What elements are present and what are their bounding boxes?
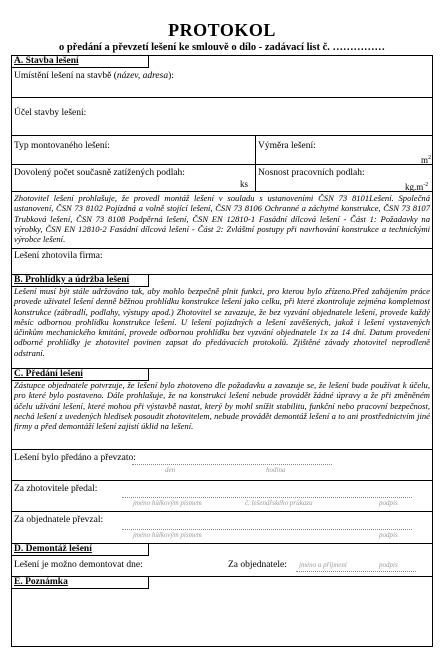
document-subtitle: o předání a převzetí lešení ke smlouvě o dílo - zadávací list č. …………… bbox=[58, 42, 386, 53]
handover-text: Zástupce objednatele potvrzuje, že lešení bylo zhotoveno dle požadavku a zavazuje se, že lešení bude používat k účelu, pro které bylo postaveno. Dále prohlašuje, že na konstrukci lešení nebude provádět žádné úpravy a že při změněném účelu užívání lešení, které mohou při výstavbě nastat, který by mohl snížit stabilitu, funkční nebo pracovní bezpečnost, nechá lešení z uvedených hledisek posoudit zhotovitelem, nebude provádět demontáž lešení a to ani prostřednictvím jiné firmy a před demontáží lešení zajistí úklid na lešení. bbox=[14, 380, 430, 432]
hint-contractor-name: jméno hůlkovým písmem bbox=[133, 499, 202, 507]
form-frame bbox=[11, 55, 433, 647]
location-field-label: Umístění lešení na stavbě (název, adresa): bbox=[14, 71, 174, 81]
hint-licence-number: č. lešenářského průkazu bbox=[245, 499, 313, 507]
hint-client-fullname: jméno a příjmení bbox=[299, 561, 347, 569]
hint-client-sign: podpis bbox=[379, 531, 398, 539]
area-label: Výměra lešení: bbox=[258, 141, 316, 151]
purpose-field-label: Účel stavby lešení: bbox=[14, 108, 87, 118]
load-label: Nosnost pracovních podlah: bbox=[258, 168, 365, 178]
inspection-text: Lešení musí být stále udržováno tak, aby mohlo bezpečně plnit funkci, pro kterou bylo zřízeno.Před zahájením práce provede uživatel lešení denně běžnou prohlídku konstrukce lešení jako celku, při které zkontroluje zejména kompletnost konstrukce (zábradlí, podlahy, výstupy apod.) Zhotovitel se zavazuje, že bez vyzvání objednatele lešení, provede každý měsíc odbornou prohlídku konstrukce lešení. U lešení pojízdných a lešení zavěšených, jakož i lešení vystavených účinkům mechanického kmitání, provede odbornou prohlídku bez vyzvání objednatele 1x za 14 dní. Datum provedení odborné prohlídky je zhotovitel povinen zapsat do předávacích protokolů. Zjištěné závady zhotovitel neprodleně odstraní. bbox=[14, 286, 430, 358]
section-d-heading: D. Demontáž lešení bbox=[12, 544, 149, 556]
scaffold-type-label: Typ montovaného lešení: bbox=[14, 141, 110, 151]
hint-day: den bbox=[165, 466, 176, 474]
document-title: PROTOKOL bbox=[168, 20, 276, 40]
dismantle-client-label: Za objednatele: bbox=[228, 560, 287, 570]
contractor-statement: Zhotovitel lešení prohlašuje, že provedl montáž lešení v souladu s ustanoveními ČSN 73 8101Lešení. Společná ustanovení, ČSN 73 8102 Pojízdná a volně stojící lešení, ČSN 73 8106 Ochranné a záchytné konstrukce, ČSN 73 8107 Trubková lešení, ČSN 73 8108 Podpěrná lešení, ČSN EN 12810-1 Fasádní dílcová lešení - Část 1: Požadavky na výrobky, ČSN EN 12810-2 Fasádní dílcová lešení - Část 2: Zvláštní postupy při navrhování konstrukce a technickými výrobce lešení. bbox=[14, 193, 430, 245]
section-c-heading: C. Předání lešení bbox=[12, 369, 149, 381]
area-unit: $m^2$ bbox=[421, 155, 432, 165]
contractor-handover-label: Za zhotovitele předal: bbox=[14, 484, 98, 494]
handover-date-label: Lešení bylo předáno a převzato: bbox=[14, 453, 136, 463]
company-label: Lešení zhotovila firma: bbox=[14, 251, 103, 261]
hint-client-name: jméno hůlkovým písmem bbox=[133, 531, 202, 539]
note-area[interactable] bbox=[12, 589, 432, 645]
section-a-heading: A. Stavba lešení bbox=[12, 56, 149, 68]
dismantle-date-label: Lešení je možno demontovat dne: bbox=[14, 560, 143, 570]
load-unit: $kg.m^{-2}$ bbox=[405, 182, 429, 192]
hint-contractor-sign: podpis bbox=[379, 499, 398, 507]
hint-dismantle-sign: podpis bbox=[379, 561, 398, 569]
persons-label: Dovolený počet současně zatížených podlah: bbox=[14, 168, 185, 178]
client-takeover-label: Za objednatele převzal: bbox=[14, 515, 104, 525]
persons-unit: ks bbox=[240, 179, 249, 189]
hint-hour: hodina bbox=[266, 466, 286, 474]
section-b-heading: B. Prohlídky a údržba lešení bbox=[12, 275, 149, 287]
section-e-heading: E. Poznámka bbox=[12, 577, 149, 589]
